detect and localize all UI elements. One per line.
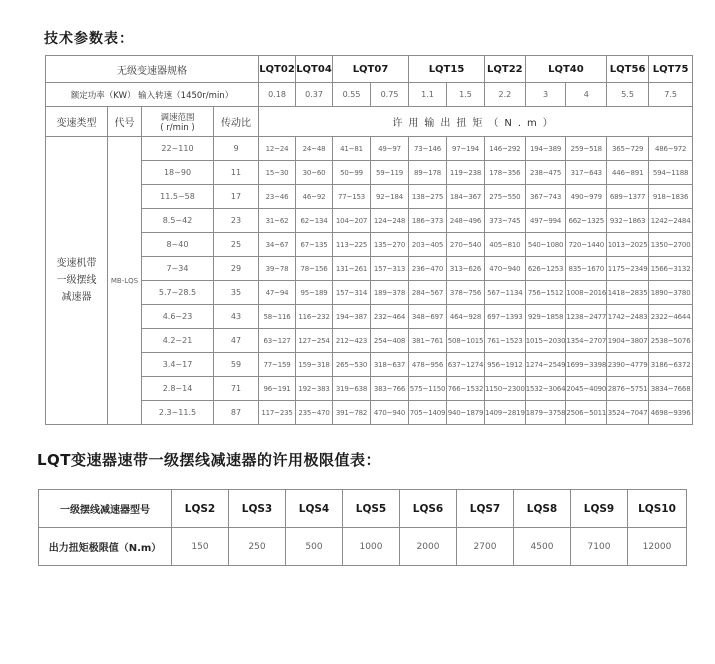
torque-cell: 697~1393 — [485, 305, 526, 329]
torque-cell: 486~972 — [649, 137, 693, 161]
torque-cell: 77~153 — [333, 185, 371, 209]
torque-cell: 50~99 — [333, 161, 371, 185]
model-header: LQT15 — [409, 56, 485, 83]
table1-title: 技术参数表： — [44, 31, 134, 47]
ratio-cell: 9 — [214, 137, 259, 161]
torque-cell: 1274~2549 — [525, 353, 566, 377]
model-header: LQT75 — [649, 56, 693, 83]
torque-cell: 248~496 — [447, 209, 485, 233]
range-cell: 7~34 — [142, 257, 214, 281]
torque-cell: 1409~2819 — [485, 401, 526, 425]
torque-cell: 194~389 — [525, 137, 566, 161]
power-header: 额定功率（KW） 输入转速（1450r/min） — [46, 83, 259, 107]
torque-cell: 956~1912 — [485, 353, 526, 377]
table-row — [46, 137, 693, 161]
torque-cell: 194~387 — [333, 305, 371, 329]
torque-cell: 77~159 — [259, 353, 296, 377]
torque-cell: 15~30 — [259, 161, 296, 185]
torque-limit-value: 1000 — [343, 528, 400, 566]
torque-cell: 73~146 — [409, 137, 447, 161]
torque-cell: 2045~4090 — [566, 377, 607, 401]
torque-limit-value: 250 — [229, 528, 286, 566]
torque-cell: 626~1253 — [525, 257, 566, 281]
model-header: LQT07 — [333, 56, 409, 83]
torque-cell: 575~1150 — [409, 377, 447, 401]
torque-cell: 4698~9396 — [649, 401, 693, 425]
torque-cell: 186~373 — [409, 209, 447, 233]
ratio-cell: 29 — [214, 257, 259, 281]
model-header: LQT22 — [485, 56, 526, 83]
header-row-models — [46, 56, 693, 83]
value-row — [39, 528, 687, 566]
torque-cell: 3834~7668 — [649, 377, 693, 401]
torque-cell: 689~1377 — [607, 185, 649, 209]
header-row-power — [46, 83, 693, 107]
torque-cell: 92~184 — [371, 185, 409, 209]
torque-cell: 756~1512 — [525, 281, 566, 305]
type-column-header: 变速类型 — [46, 107, 108, 137]
reducer-model: LQS4 — [286, 490, 343, 528]
ratio-cell: 59 — [214, 353, 259, 377]
table2-title: LQT变速器速带一级摆线减速器的许用极限值表： — [37, 451, 382, 469]
torque-cell: 34~67 — [259, 233, 296, 257]
power-value: 2.2 — [485, 83, 526, 107]
torque-cell: 1890~3780 — [649, 281, 693, 305]
torque-cell: 97~194 — [447, 137, 485, 161]
reducer-model: LQS2 — [172, 490, 229, 528]
code-column-header: 代号 — [108, 107, 142, 137]
torque-cell: 95~189 — [296, 281, 333, 305]
gear-type-cell: 变速机带 一级摆线 减速器 — [46, 137, 108, 425]
torque-cell: 41~81 — [333, 137, 371, 161]
torque-cell: 116~232 — [296, 305, 333, 329]
table-row — [46, 209, 693, 233]
model-row-label: 一级摆线减速器型号 — [39, 490, 172, 528]
torque-cell: 284~567 — [409, 281, 447, 305]
torque-cell: 405~810 — [485, 233, 526, 257]
torque-cell: 270~540 — [447, 233, 485, 257]
table-row — [46, 233, 693, 257]
torque-cell: 373~745 — [485, 209, 526, 233]
torque-cell: 1150~2300 — [485, 377, 526, 401]
torque-cell: 1699~3398 — [566, 353, 607, 377]
reducer-model: LQS6 — [400, 490, 457, 528]
torque-cell: 3186~6372 — [649, 353, 693, 377]
torque-limit-value: 7100 — [571, 528, 628, 566]
range-cell: 3.4~17 — [142, 353, 214, 377]
torque-cell: 929~1858 — [525, 305, 566, 329]
torque-cell: 236~470 — [409, 257, 447, 281]
torque-cell: 259~518 — [566, 137, 607, 161]
torque-cell: 63~127 — [259, 329, 296, 353]
torque-cell: 637~1274 — [447, 353, 485, 377]
torque-cell: 313~626 — [447, 257, 485, 281]
power-value: 7.5 — [649, 83, 693, 107]
torque-cell: 932~1863 — [607, 209, 649, 233]
torque-cell: 117~235 — [259, 401, 296, 425]
torque-cell: 383~766 — [371, 377, 409, 401]
torque-cell: 464~928 — [447, 305, 485, 329]
torque-cell: 238~475 — [525, 161, 566, 185]
range-cell: 2.8~14 — [142, 377, 214, 401]
range-cell: 8~40 — [142, 233, 214, 257]
torque-cell: 2322~4644 — [649, 305, 693, 329]
torque-cell: 1015~2030 — [525, 329, 566, 353]
torque-cell: 275~550 — [485, 185, 526, 209]
torque-cell: 212~423 — [333, 329, 371, 353]
torque-cell: 705~1409 — [409, 401, 447, 425]
torque-cell: 478~956 — [409, 353, 447, 377]
header-row-columns — [46, 107, 693, 137]
torque-cell: 189~378 — [371, 281, 409, 305]
torque-cell: 567~1134 — [485, 281, 526, 305]
ratio-cell: 47 — [214, 329, 259, 353]
torque-cell: 47~94 — [259, 281, 296, 305]
torque-cell: 508~1015 — [447, 329, 485, 353]
torque-cell: 918~1836 — [649, 185, 693, 209]
reducer-model: LQS5 — [343, 490, 400, 528]
torque-cell: 30~60 — [296, 161, 333, 185]
torque-cell: 348~697 — [409, 305, 447, 329]
table-row — [46, 185, 693, 209]
torque-limit-value: 4500 — [514, 528, 571, 566]
range-cell: 22~110 — [142, 137, 214, 161]
torque-cell: 124~248 — [371, 209, 409, 233]
reducer-model: LQS3 — [229, 490, 286, 528]
torque-cell: 594~1188 — [649, 161, 693, 185]
table-row — [46, 401, 693, 425]
torque-cell: 1879~3758 — [525, 401, 566, 425]
ratio-cell: 87 — [214, 401, 259, 425]
table-row — [46, 257, 693, 281]
table-row — [46, 329, 693, 353]
torque-cell: 62~134 — [296, 209, 333, 233]
torque-cell: 1008~2016 — [566, 281, 607, 305]
torque-cell: 2876~5751 — [607, 377, 649, 401]
ratio-cell: 23 — [214, 209, 259, 233]
torque-cell: 319~638 — [333, 377, 371, 401]
torque-cell: 446~891 — [607, 161, 649, 185]
table-row — [46, 161, 693, 185]
torque-cell: 12~24 — [259, 137, 296, 161]
torque-cell: 127~254 — [296, 329, 333, 353]
torque-limit-value: 2000 — [400, 528, 457, 566]
torque-cell: 720~1440 — [566, 233, 607, 257]
torque-limit-value: 150 — [172, 528, 229, 566]
torque-cell: 58~116 — [259, 305, 296, 329]
range-cell: 18~90 — [142, 161, 214, 185]
reducer-model: LQS9 — [571, 490, 628, 528]
torque-limit-value: 2700 — [457, 528, 514, 566]
torque-cell: 940~1879 — [447, 401, 485, 425]
torque-cell: 138~275 — [409, 185, 447, 209]
torque-cell: 2390~4779 — [607, 353, 649, 377]
torque-cell: 265~530 — [333, 353, 371, 377]
torque-cell: 59~119 — [371, 161, 409, 185]
torque-cell: 378~756 — [447, 281, 485, 305]
torque-cell: 235~470 — [296, 401, 333, 425]
ratio-column-header: 传动比 — [214, 107, 259, 137]
ratio-cell: 43 — [214, 305, 259, 329]
table-row — [46, 377, 693, 401]
model-header: LQT40 — [525, 56, 606, 83]
torque-cell: 67~135 — [296, 233, 333, 257]
power-value: 5.5 — [607, 83, 649, 107]
power-value: 1.5 — [447, 83, 485, 107]
torque-cell: 317~643 — [566, 161, 607, 185]
torque-cell: 365~729 — [607, 137, 649, 161]
torque-cell: 381~761 — [409, 329, 447, 353]
range-column-header: 调速范围 ( r/min ) — [142, 107, 214, 137]
torque-cell: 490~979 — [566, 185, 607, 209]
torque-cell: 31~62 — [259, 209, 296, 233]
model-header: LQT02 — [259, 56, 296, 83]
torque-cell: 835~1670 — [566, 257, 607, 281]
torque-cell: 1532~3064 — [525, 377, 566, 401]
range-cell: 8.5~42 — [142, 209, 214, 233]
torque-cell: 135~270 — [371, 233, 409, 257]
model-header: LQT56 — [607, 56, 649, 83]
torque-cell: 232~464 — [371, 305, 409, 329]
torque-cell: 1013~2025 — [607, 233, 649, 257]
torque-cell: 540~1080 — [525, 233, 566, 257]
torque-cell: 157~313 — [371, 257, 409, 281]
torque-cell: 470~940 — [485, 257, 526, 281]
reducer-model: LQS7 — [457, 490, 514, 528]
tech-params-table — [45, 55, 693, 425]
torque-cell: 23~46 — [259, 185, 296, 209]
torque-cell: 2506~5011 — [566, 401, 607, 425]
torque-cell: 1175~2349 — [607, 257, 649, 281]
torque-cell: 1566~3132 — [649, 257, 693, 281]
torque-cell: 131~261 — [333, 257, 371, 281]
torque-cell: 470~940 — [371, 401, 409, 425]
torque-cell: 497~994 — [525, 209, 566, 233]
range-cell: 4.2~21 — [142, 329, 214, 353]
power-value: 0.55 — [333, 83, 371, 107]
torque-cell: 1350~2700 — [649, 233, 693, 257]
ratio-cell: 11 — [214, 161, 259, 185]
power-value: 1.1 — [409, 83, 447, 107]
torque-cell: 766~1532 — [447, 377, 485, 401]
torque-cell: 391~782 — [333, 401, 371, 425]
table-row — [46, 281, 693, 305]
torque-cell: 159~318 — [296, 353, 333, 377]
code-cell: MB-LQS — [108, 137, 142, 425]
torque-cell: 318~637 — [371, 353, 409, 377]
torque-cell: 24~48 — [296, 137, 333, 161]
table-row — [46, 305, 693, 329]
torque-cell: 1354~2707 — [566, 329, 607, 353]
ratio-cell: 71 — [214, 377, 259, 401]
model-row — [39, 490, 687, 528]
torque-cell: 367~743 — [525, 185, 566, 209]
torque-cell: 192~383 — [296, 377, 333, 401]
reducer-model: LQS10 — [628, 490, 687, 528]
torque-cell: 3524~7047 — [607, 401, 649, 425]
ratio-cell: 35 — [214, 281, 259, 305]
torque-cell: 1904~3807 — [607, 329, 649, 353]
range-cell: 5.7~28.5 — [142, 281, 214, 305]
torque-cell: 184~367 — [447, 185, 485, 209]
torque-column-header: 许用输出扭矩（N.m） — [259, 107, 693, 137]
torque-limit-value: 12000 — [628, 528, 687, 566]
torque-cell: 178~356 — [485, 161, 526, 185]
torque-cell: 1742~2483 — [607, 305, 649, 329]
ratio-cell: 25 — [214, 233, 259, 257]
torque-cell: 113~225 — [333, 233, 371, 257]
torque-cell: 49~97 — [371, 137, 409, 161]
ratio-cell: 17 — [214, 185, 259, 209]
torque-limit-value: 500 — [286, 528, 343, 566]
torque-cell: 46~92 — [296, 185, 333, 209]
torque-cell: 1242~2484 — [649, 209, 693, 233]
range-cell: 4.6~23 — [142, 305, 214, 329]
spec-header: 无级变速器规格 — [46, 56, 259, 83]
range-cell: 2.3~11.5 — [142, 401, 214, 425]
torque-cell: 1238~2477 — [566, 305, 607, 329]
range-cell: 11.5~58 — [142, 185, 214, 209]
power-value: 0.75 — [371, 83, 409, 107]
torque-cell: 254~408 — [371, 329, 409, 353]
torque-cell: 119~238 — [447, 161, 485, 185]
torque-cell: 39~78 — [259, 257, 296, 281]
model-header: LQT04 — [296, 56, 333, 83]
torque-cell: 96~191 — [259, 377, 296, 401]
torque-cell: 761~1523 — [485, 329, 526, 353]
torque-cell: 78~156 — [296, 257, 333, 281]
power-value: 0.37 — [296, 83, 333, 107]
power-value: 0.18 — [259, 83, 296, 107]
reducer-model: LQS8 — [514, 490, 571, 528]
power-value: 4 — [566, 83, 607, 107]
torque-cell: 104~207 — [333, 209, 371, 233]
torque-cell: 146~292 — [485, 137, 526, 161]
power-value: 3 — [525, 83, 566, 107]
value-row-label: 出力扭矩极限值（N.m） — [39, 528, 172, 566]
table-row — [46, 353, 693, 377]
torque-cell: 1418~2835 — [607, 281, 649, 305]
torque-cell: 203~405 — [409, 233, 447, 257]
torque-cell: 89~178 — [409, 161, 447, 185]
torque-cell: 2538~5076 — [649, 329, 693, 353]
torque-cell: 157~314 — [333, 281, 371, 305]
limit-values-table — [38, 489, 687, 566]
torque-cell: 662~1325 — [566, 209, 607, 233]
